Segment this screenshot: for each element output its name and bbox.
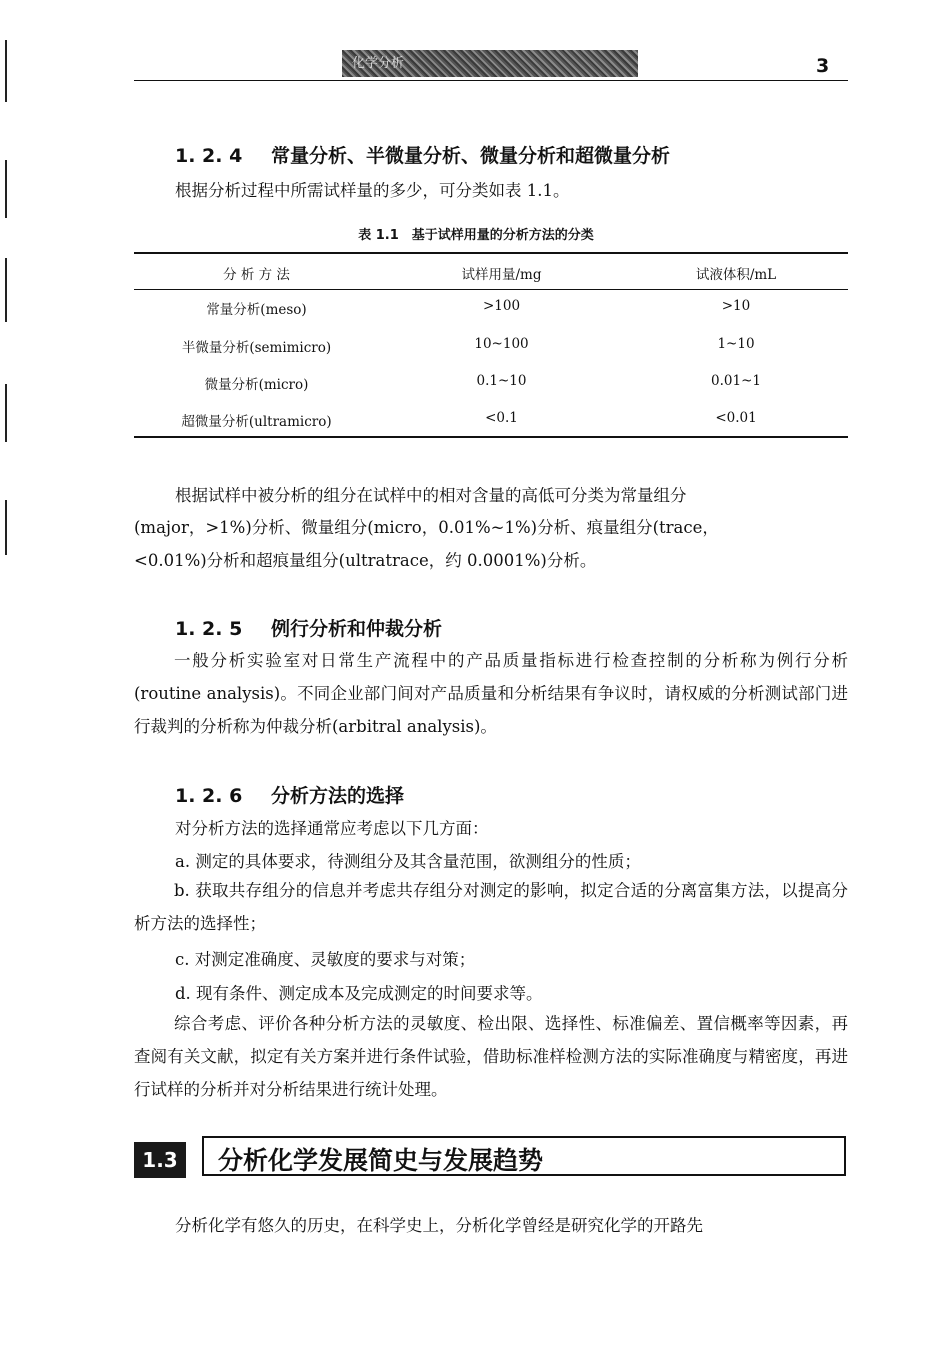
content-para-line: (major，>1%)分析、微量组分(micro，0.01%~1%)分析、痕量组分(trace，	[134, 518, 719, 537]
table-cell: <0.1	[485, 410, 518, 426]
section-number: 1. 2. 4	[175, 145, 243, 167]
list-item-a: a. 测定的具体要求，待测组分及其含量范围，欲测组分的性质；	[175, 852, 641, 871]
header-rule	[134, 80, 848, 81]
section-intro: 根据分析过程中所需试样量的多少，可分类如表 1.1。	[175, 181, 570, 200]
scan-margin-mark	[5, 500, 7, 555]
section-number: 1. 2. 6	[175, 785, 243, 807]
section-heading-1-2-5	[175, 614, 442, 641]
list-item-d: d. 现有条件、测定成本及完成测定的时间要求等。	[175, 984, 543, 1003]
section-heading-1-2-4	[175, 141, 670, 168]
table-cell: 超微量分析(ultramicro)	[181, 414, 332, 430]
table-cell: 0.1~10	[476, 373, 527, 389]
list-item-c: c. 对测定准确度、灵敏度的要求与对策；	[175, 950, 476, 969]
table-cell: 1~10	[717, 336, 755, 352]
section-title: 常量分析、半微量分析、微量分析和超微量分析	[271, 145, 671, 167]
chapter-section-badge: 1.3	[134, 1142, 186, 1178]
table-cell: 半微量分析(semimicro)	[181, 340, 332, 356]
table-top-rule	[134, 252, 848, 254]
table-header-sample-mass: 试样用量/mg	[461, 267, 542, 283]
table-cell: 0.01~1	[711, 373, 761, 389]
page-number: 3	[816, 55, 830, 77]
table-caption: 表 1.1 基于试样用量的分析方法的分类	[358, 228, 594, 243]
table-cell: 10~100	[474, 336, 529, 352]
body-first-line: 分析化学有悠久的历史，在科学史上，分析化学曾经是研究化学的开路先	[175, 1216, 703, 1235]
content-para-line: 根据试样中被分析的组分在试样中的相对含量的高低可分类为常量组分	[175, 486, 687, 505]
scan-margin-mark	[5, 384, 7, 442]
list-item-b: b. 获取共存组分的信息并考虑共存组分对测定的影响，拟定合适的分离富集方法，以提高分析方法的选择性；	[134, 881, 848, 933]
section-title: 分析方法的选择	[271, 785, 405, 807]
section-intro: 对分析方法的选择通常应考虑以下几方面：	[175, 819, 489, 838]
table-bottom-rule	[134, 436, 848, 438]
section-heading-1-2-6	[175, 781, 404, 808]
chapter-section-title-box	[202, 1136, 846, 1176]
section-body-paragraph: 一般分析实验室对日常生产流程中的产品质量指标进行检查控制的分析称为例行分析(routine analysis)。不同企业部门间对产品质量和分析结果有争议时，请权威的分析测试部门进行裁判的分析称为仲裁分析(arbitral analysis)。	[134, 651, 848, 736]
table-cell: >10	[721, 298, 751, 314]
chapter-section-title: 分析化学发展简史与发展趋势	[218, 1146, 544, 1175]
table-cell: 常量分析(meso)	[206, 302, 307, 318]
running-header-banner: 化学分析	[342, 50, 638, 77]
table-header-method: 分 析 方 法	[223, 267, 290, 283]
table-header-rule	[134, 289, 848, 290]
table-cell: >100	[482, 298, 521, 314]
section-title: 例行分析和仲裁分析	[271, 618, 443, 640]
section-number: 1. 2. 5	[175, 618, 243, 640]
scan-margin-mark	[5, 258, 7, 322]
scan-margin-mark	[5, 40, 7, 102]
content-para-line: <0.01%)分析和超痕量组分(ultratrace，约 0.0001%)分析。	[134, 551, 597, 570]
table-cell: 微量分析(micro)	[204, 377, 309, 393]
table-header-volume: 试液体积/mL	[695, 267, 777, 283]
table-cell: <0.01	[715, 410, 757, 426]
summary-paragraph: 综合考虑、评价各种分析方法的灵敏度、检出限、选择性、标准偏差、置信概率等因素，再查阅有关文献，拟定有关方案并进行条件试验，借助标准样检测方法的实际准确度与精密度，再进行试样的分析并对分析结果进行统计处理。	[134, 1014, 848, 1099]
scan-margin-mark	[5, 160, 7, 218]
